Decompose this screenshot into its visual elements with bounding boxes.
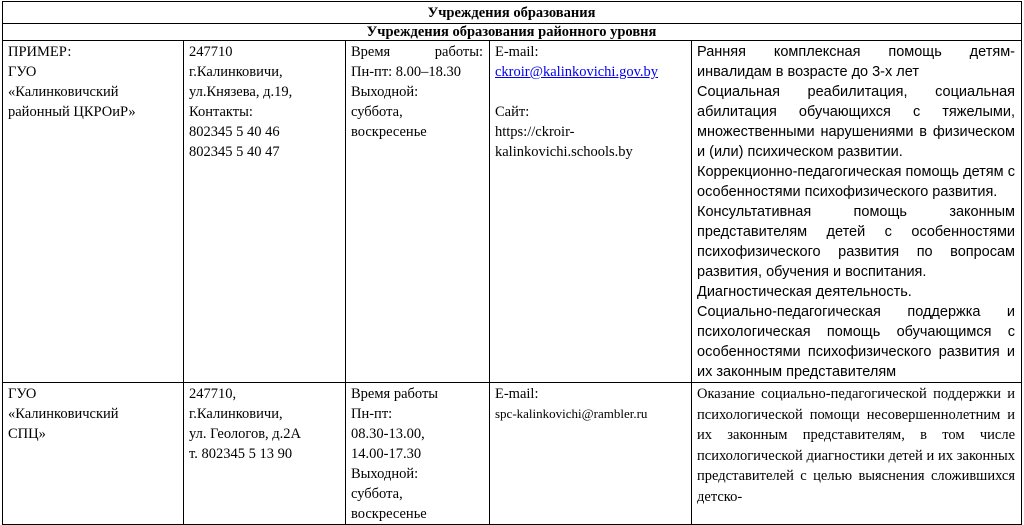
table-row: [3, 41, 1022, 383]
address-cell: [184, 383, 346, 525]
name-line: СПЦ»: [8, 426, 46, 442]
address-line: 247710,: [189, 386, 237, 402]
email-link[interactable]: ckroir@kalinkovichi.gov.by: [495, 64, 659, 80]
table-subtitle: Учреждения образования районного уровня: [3, 24, 1022, 41]
name-line: «Калинковичский: [8, 406, 119, 422]
address-line: Контакты:: [189, 104, 253, 120]
dayoff-label: Выходной:: [351, 84, 419, 100]
name-line: ГУО: [8, 64, 37, 80]
contacts-cell: [490, 41, 692, 383]
address-cell: [184, 41, 346, 383]
services-cell: [692, 383, 1022, 525]
institutions-table: [2, 1, 1022, 525]
name-line: ПРИМЕР:: [8, 44, 72, 60]
address-line: г.Калинковичи,: [189, 64, 283, 80]
address-line: 247710: [189, 44, 233, 60]
service-item: Социальная реабилитация, социальная абилитация обучающихся с тяжелыми, множественными нарушениями в физическом и (или) психическом развитии.: [697, 84, 1016, 160]
service-item: Коррекционно-педагогическая помощь детям с особенностями психофизического развития.: [697, 164, 1016, 200]
dayoff-label: Выходной:: [351, 466, 419, 482]
dayoff-value: суббота,: [351, 486, 403, 502]
contacts-cell: [490, 383, 692, 525]
dayoff-value: воскресенье: [351, 124, 427, 140]
site-label: Сайт:: [495, 104, 530, 120]
hours-weekdays: Пн-пт:: [351, 406, 393, 422]
email-label: E-mail:: [495, 44, 539, 60]
name-line: районный ЦКРОиР»: [8, 104, 136, 120]
service-item: Консультативная помощь законным представителям детей с особенностями психофизического развития по вопросам развития, обучения и воспитания.: [697, 204, 1016, 280]
table-header-row: [3, 2, 1022, 24]
address-line: ул. Геологов, д.2А: [189, 426, 302, 442]
hours-weekdays: Пн-пт: 8.00–18.30: [351, 64, 462, 80]
dayoff-value: суббота,: [351, 104, 403, 120]
site-url: https://ckroir-: [495, 124, 575, 140]
hours-label: Время работы:: [351, 44, 483, 60]
service-item: Оказание социально-педагогической поддержки и психологической помощи несовершеннолетним и их законным представителям, в том числе психологической диагностики детей и их законных представителей с целью выяснения сложившихся детско-: [697, 386, 1016, 505]
service-item: Диагностическая деятельность.: [697, 284, 912, 300]
hours-label: Время работы: [351, 386, 439, 402]
dayoff-value: воскресенье: [351, 506, 427, 522]
table-title: Учреждения образования: [3, 2, 1022, 24]
services-cell: [692, 41, 1022, 383]
phone: т. 802345 5 13 90: [189, 446, 293, 462]
hours-weekdays: 14.00-17.30: [351, 446, 422, 462]
address-line: ул.Князева, д.19,: [189, 84, 293, 100]
phone: 802345 5 40 46: [189, 124, 280, 140]
table-row: [3, 383, 1022, 525]
institution-name-cell: [3, 383, 184, 525]
hours-weekdays: 08.30-13.00,: [351, 426, 425, 442]
name-line: «Калинковичский: [8, 84, 119, 100]
email-address: spc-kalinkovichi@rambler.ru: [495, 406, 648, 421]
table-subheader-row: [3, 24, 1022, 41]
phone: 802345 5 40 47: [189, 144, 280, 160]
address-line: г.Калинковичи,: [189, 406, 283, 422]
hours-cell: [346, 383, 490, 525]
service-item: Социально-педагогическая поддержка и психологическая помощь обучающимся с особенностями психофизического развития и их законным представителям: [697, 304, 1016, 380]
email-label: E-mail:: [495, 386, 539, 402]
hours-cell: [346, 41, 490, 383]
name-line: ГУО: [8, 386, 37, 402]
institution-name-cell: [3, 41, 184, 383]
service-item: Ранняя комплексная помощь детям-инвалидам в возрасте до 3-х лет: [697, 44, 1016, 80]
site-url: kalinkovichi.schools.by: [495, 144, 633, 160]
